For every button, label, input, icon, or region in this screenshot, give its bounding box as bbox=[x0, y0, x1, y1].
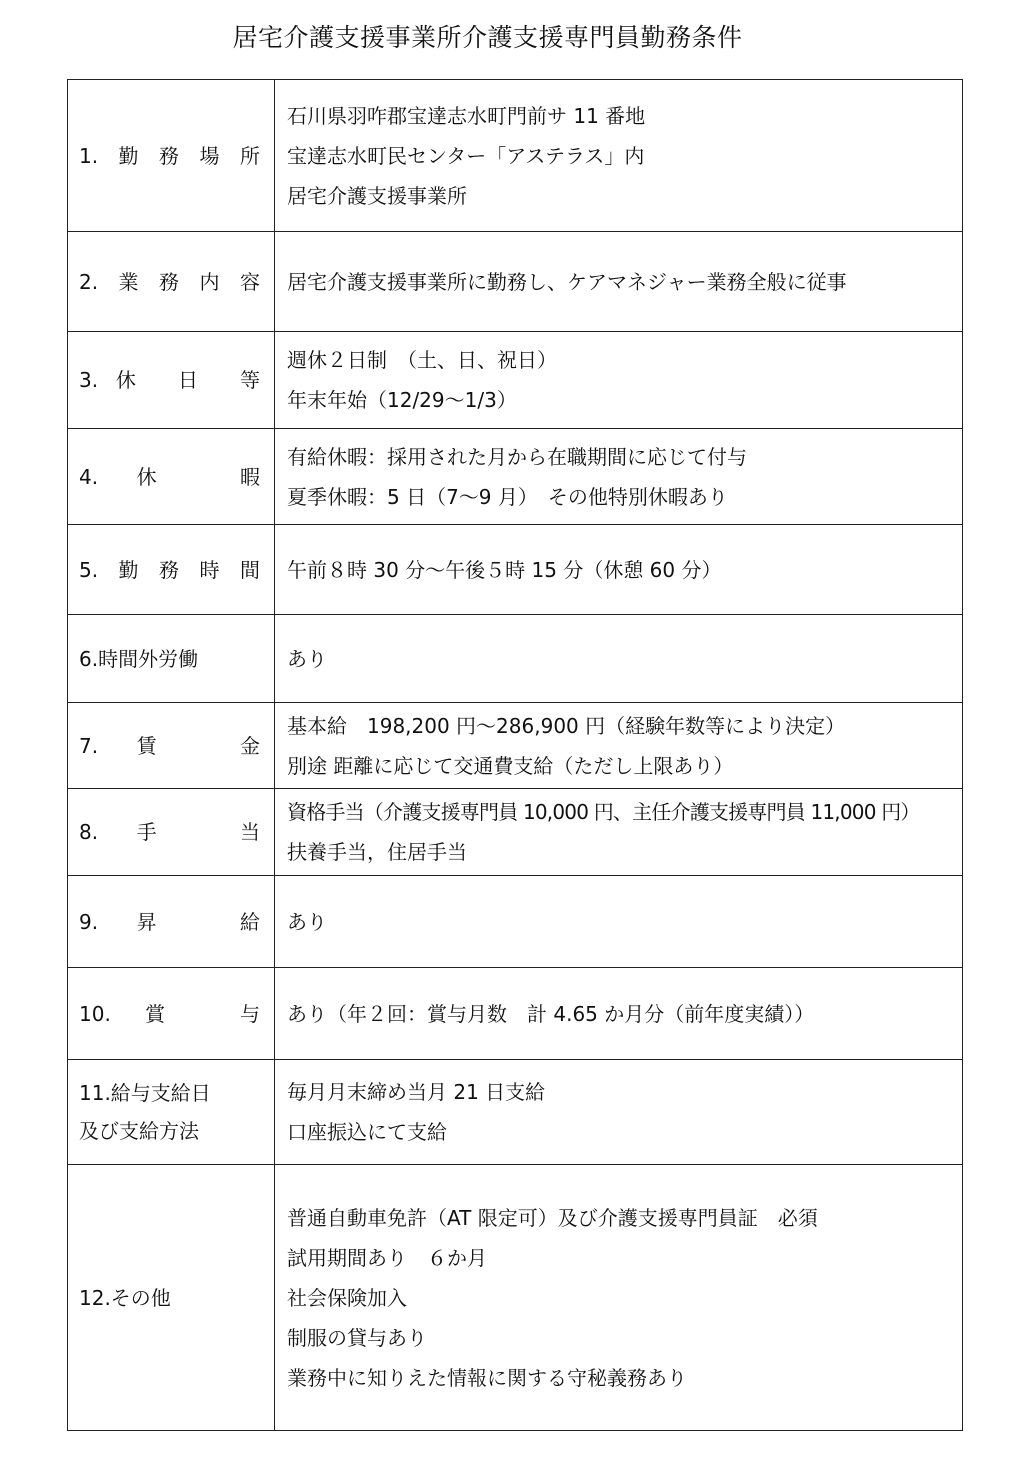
table-row-job-description bbox=[68, 232, 963, 332]
row-value-line: 別途 距離に応じて交通費支給（ただし上限あり） bbox=[287, 753, 734, 778]
row-value-cell bbox=[275, 876, 963, 968]
row-value-line: 夏季休暇：5 日（7～9 月） その他特別休暇あり bbox=[287, 484, 728, 509]
table-row-allowances bbox=[68, 789, 963, 876]
row-label: 4.休 暇 bbox=[79, 464, 260, 489]
table-row-wages bbox=[68, 703, 963, 789]
row-label: 7.賃 金 bbox=[79, 733, 260, 758]
row-label-cell bbox=[68, 615, 275, 703]
row-value-line: 午前８時 30 分～午後５時 15 分（休憩 60 分） bbox=[287, 557, 722, 582]
row-label: 11.給与支給日 bbox=[79, 1081, 211, 1105]
row-label-cell bbox=[68, 1165, 275, 1431]
row-label-cell bbox=[68, 703, 275, 789]
row-label-cell bbox=[68, 80, 275, 232]
row-value-line: 社会保険加入 bbox=[287, 1285, 407, 1310]
table-row-overtime bbox=[68, 615, 963, 703]
row-value-cell bbox=[275, 429, 963, 525]
row-label: 9.昇 給 bbox=[79, 909, 260, 934]
row-label-cell bbox=[68, 876, 275, 968]
row-value-cell bbox=[275, 80, 963, 232]
row-value-line: 基本給 198,200 円～286,900 円（経験年数等により決定） bbox=[287, 713, 846, 738]
row-label: 1.勤務場所 bbox=[79, 143, 260, 168]
row-label-cell bbox=[68, 429, 275, 525]
row-label: 及び支給方法 bbox=[79, 1119, 199, 1143]
row-label: 10.賞 与 bbox=[79, 1001, 260, 1026]
table-row-pay-raise bbox=[68, 876, 963, 968]
row-label-cell bbox=[68, 968, 275, 1060]
row-value-cell bbox=[275, 232, 963, 332]
table-row-leave bbox=[68, 429, 963, 525]
row-value-cell bbox=[275, 1060, 963, 1165]
document-title: 居宅介護支援事業所介護支援専門員勤務条件 bbox=[232, 23, 743, 52]
row-value-line: 宝達志水町民センター「アステラス」内 bbox=[287, 143, 645, 168]
row-value-line: 普通自動車免許（AT 限定可）及び介護支援専門員証 必須 bbox=[287, 1205, 818, 1230]
row-value-line: あり bbox=[287, 646, 327, 671]
row-value-cell bbox=[275, 1165, 963, 1431]
row-value-line: 石川県羽咋郡宝達志水町門前サ 11 番地 bbox=[287, 103, 646, 128]
table-row-payday bbox=[68, 1060, 963, 1165]
row-value-cell bbox=[275, 968, 963, 1060]
table-row-holidays bbox=[68, 332, 963, 429]
table-row-work-location bbox=[68, 80, 963, 232]
row-value-cell bbox=[275, 525, 963, 615]
row-value-line: 資格手当（介護支援専門員 10,000 円、主任介護支援専門員 11,000 円） bbox=[287, 800, 920, 824]
row-label-cell bbox=[68, 1060, 275, 1165]
row-value-line: 居宅介護支援事業所に勤務し、ケアマネジャー業務全般に従事 bbox=[287, 269, 847, 294]
row-value-cell bbox=[275, 789, 963, 876]
row-value-line: 居宅介護支援事業所 bbox=[287, 183, 467, 208]
row-value-cell bbox=[275, 332, 963, 429]
row-value-line: あり（年２回：賞与月数 計 4.65 か月分（前年度実績）） bbox=[287, 1001, 815, 1026]
row-value-line: 業務中に知りえた情報に関する守秘義務あり bbox=[287, 1365, 687, 1390]
row-value-line: 毎月月末締め当月 21 日支給 bbox=[287, 1080, 546, 1104]
table-row-bonus bbox=[68, 968, 963, 1060]
row-value-line: 口座振込にて支給 bbox=[287, 1120, 447, 1144]
row-value-line: 年末年始（12/29～1/3） bbox=[287, 388, 517, 412]
row-label-cell bbox=[68, 332, 275, 429]
row-value-line: 週休２日制 （土、日、祝日） bbox=[287, 348, 557, 372]
row-label: 6.時間外労働 bbox=[79, 646, 199, 671]
row-value-line: 有給休暇：採用された月から在職期間に応じて付与 bbox=[287, 444, 747, 469]
row-value-cell bbox=[275, 703, 963, 789]
row-value-cell bbox=[275, 615, 963, 703]
table-row-other bbox=[68, 1165, 963, 1431]
row-value-line: あり bbox=[287, 909, 327, 934]
row-label-cell bbox=[68, 232, 275, 332]
row-label: 12.その他 bbox=[79, 1285, 171, 1310]
row-label: 5.勤務時間 bbox=[79, 557, 260, 582]
row-label: 3.休 日 等 bbox=[79, 368, 260, 392]
row-label-cell bbox=[68, 525, 275, 615]
table-row-working-hours bbox=[68, 525, 963, 615]
row-label: 8.手 当 bbox=[79, 820, 260, 844]
row-value-line: 試用期間あり ６か月 bbox=[287, 1245, 487, 1270]
row-value-line: 扶養手当，住居手当 bbox=[287, 840, 467, 864]
row-value-line: 制服の貸与あり bbox=[287, 1325, 427, 1350]
employment-conditions-table bbox=[67, 79, 963, 1431]
row-label-cell bbox=[68, 789, 275, 876]
row-label: 2.業務内容 bbox=[79, 269, 260, 294]
